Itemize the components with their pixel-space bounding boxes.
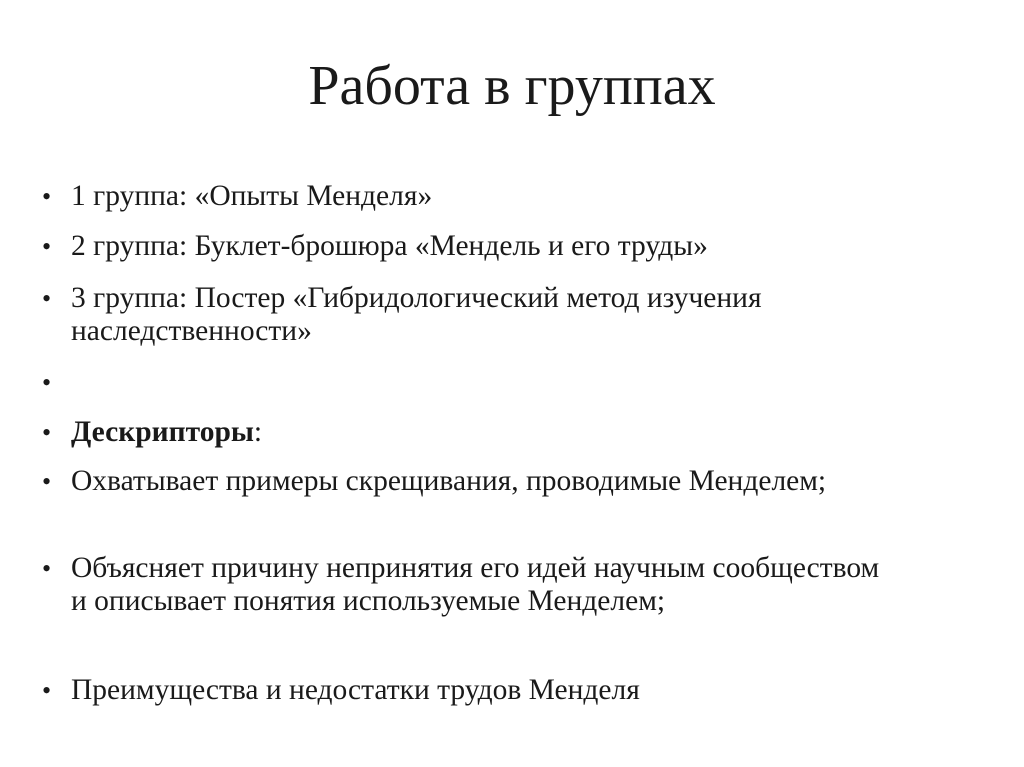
- bullet-icon: •: [42, 418, 52, 447]
- bullet-icon: •: [42, 368, 52, 397]
- descriptors-heading: [71, 416, 971, 449]
- list-item-text: 1 группа: «Опыты Менделя»: [71, 180, 433, 212]
- list-item-text: Объясняет причину непринятия его идей научным сообществом и описывает понятия используемые Менделем;: [71, 552, 880, 617]
- bullet-icon: •: [42, 554, 52, 583]
- list-item-text: 2 группа: Буклет-брошюра «Мендель и его труды»: [71, 230, 708, 262]
- bullet-icon: •: [42, 676, 52, 705]
- list-item-text: Охватывает примеры скрещивания, проводимые Менделем;: [71, 465, 827, 497]
- bullet-icon: •: [42, 284, 52, 313]
- bullet-icon: •: [42, 232, 52, 261]
- descriptors-colon: :: [253, 416, 263, 448]
- list-item-text: Преимущества и недостатки трудов Менделя: [71, 674, 640, 706]
- bullet-icon: •: [42, 182, 52, 211]
- bullet-icon: •: [42, 467, 52, 496]
- descriptors-label: Дескрипторы: [71, 416, 254, 448]
- slide-title: Работа в группах: [308, 55, 716, 117]
- list-item-text: 3 группа: Постер «Гибридологический метод изучения наследственности»: [71, 282, 762, 347]
